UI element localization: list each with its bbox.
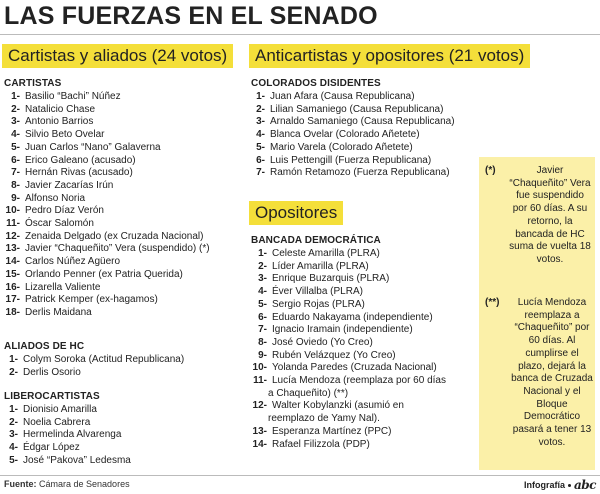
list-item: 12- Zenaida Delgado (ex Cruzada Nacional) — [5, 230, 204, 242]
list-item: 5- José “Pakova” Ledesma — [9, 454, 131, 466]
list-item: 14- Carlos Núñez Agüero — [5, 256, 121, 268]
colorados-list — [251, 91, 455, 180]
list-item: 9- Alfonso Noria — [11, 192, 86, 204]
credit-label: Infografía — [524, 480, 566, 490]
list-item: 3- Antonio Barrios — [11, 116, 94, 128]
abc-logo: abc — [574, 478, 596, 492]
list-item: 5- Juan Carlos “Nano” Galaverna — [11, 141, 161, 153]
list-item: 4- Édgar López — [9, 442, 80, 454]
note-mark: (**) — [485, 297, 500, 308]
list-item: 4- Silvio Beto Ovelar — [11, 129, 105, 141]
list-item: 12- Walter Kobylanzki (asumió en reemplazo de Yamy Nal). — [252, 400, 404, 425]
list-item: 8- Javier Zacarías Irún — [11, 179, 114, 191]
list-item: 2- Lilian Samaniego (Causa Republicana) — [256, 103, 444, 115]
list-item: 7- Ramón Retamozo (Fuerza Republicana) — [256, 167, 450, 179]
credit — [524, 478, 596, 492]
note-text: Javier “Chaqueñito” Vera fue suspendido por 60 días. A su retorno, la bancada de HC suma de vuelta 18 votos. — [509, 165, 591, 265]
source-label: Fuente: — [4, 479, 37, 489]
list-item: 16- Lizarella Valiente — [5, 281, 101, 293]
list-item: 5- Sergio Rojas (PLRA) — [258, 298, 365, 310]
list-item: 5- Mario Varela (Colorado Añetete) — [256, 141, 413, 153]
list-item: 10- Yolanda Paredes (Cruzada Nacional) — [252, 362, 437, 374]
list-item: 1- Dionisio Amarilla — [9, 404, 97, 415]
list-item: 17- Patrick Kemper (ex-hagamos) — [5, 294, 158, 306]
page-title: LAS FUERZAS EN EL SENADO — [4, 2, 378, 30]
cartistas-heading: Cartistas y aliados (24 votos) — [2, 44, 233, 68]
list-item: 1- Juan Afara (Causa Republicana) — [256, 91, 415, 102]
list-item: 13- Javier “Chaqueñito” Vera (suspendido) (*) — [5, 243, 210, 255]
list-item: 3- Arnaldo Samaniego (Causa Republicana) — [256, 116, 455, 128]
list-item: 1- Colym Soroka (Actitud Republicana) — [9, 354, 185, 365]
anticartistas-heading: Anticartistas y opositores (21 votos) — [249, 44, 530, 68]
list-item: 1- Basilio “Bachi” Núñez — [11, 91, 121, 102]
aliados-list — [4, 354, 184, 379]
opositores-heading: Opositores — [249, 201, 343, 225]
list-item: 8- José Oviedo (Yo Creo) — [258, 336, 373, 348]
liberocartistas-list — [4, 404, 131, 468]
list-item: 4- Blanca Ovelar (Colorado Añetete) — [256, 129, 420, 141]
title-divider — [0, 34, 600, 35]
group-colorados-title: COLORADOS DISIDENTES — [251, 78, 381, 89]
list-item: 6- Erico Galeano (acusado) — [11, 154, 136, 166]
source-line — [4, 479, 130, 489]
list-item: 7- Hernán Rivas (acusado) — [11, 167, 133, 179]
list-item: 10- Pedro Díaz Verón — [5, 205, 104, 217]
notes-box — [479, 157, 595, 470]
list-item: 1- Celeste Amarilla (PLRA) — [258, 248, 380, 259]
note-mark: (*) — [485, 165, 496, 176]
list-item: 2- Natalicio Chase — [11, 103, 96, 115]
list-item: 3- Enrique Buzarquis (PLRA) — [258, 273, 390, 285]
list-item: 9- Rubén Velázquez (Yo Creo) — [258, 349, 396, 361]
list-item: 4- Éver Villalba (PLRA) — [258, 286, 363, 298]
group-cartistas-title: CARTISTAS — [4, 78, 62, 89]
list-item: 2- Líder Amarilla (PLRA) — [258, 260, 369, 272]
list-item: 2- Noelia Cabrera — [9, 416, 91, 428]
list-item: 6- Luis Pettengill (Fuerza Republicana) — [256, 154, 432, 166]
group-liberocartistas-title: LIBEROCARTISTAS — [4, 391, 100, 402]
bancada-list — [251, 248, 466, 451]
list-item: 18- Derlis Maidana — [5, 306, 92, 318]
list-item: 3- Hermelinda Alvarenga — [9, 429, 122, 441]
group-bancada-title: BANCADA DEMOCRÁTICA — [251, 235, 381, 246]
list-item: 13- Esperanza Martínez (PPC) — [252, 425, 392, 437]
list-item: 11- Óscar Salomón — [6, 218, 94, 230]
separator-dot-icon — [568, 484, 571, 487]
cartistas-list — [4, 91, 210, 320]
note-text: Lucía Mendoza reemplaza a “Chaqueñito” por 60 días. Al cumplirse el plazo, dejará la banca de Cruzada Nacional y el Bloque Democrático pasará a tener 13 votos. — [511, 297, 593, 448]
list-item: 14- Rafael Filizzola (PDP) — [252, 438, 370, 450]
list-item: 6- Eduardo Nakayama (independiente) — [258, 311, 433, 323]
list-item: 15- Orlando Penner (ex Patria Querida) — [5, 268, 183, 280]
group-aliados-title: ALIADOS DE HC — [4, 341, 85, 352]
list-item: 11- Lucía Mendoza (reemplaza por 60 días a Chaqueñito) (**) — [253, 375, 446, 399]
list-item: 2- Derlis Osorio — [9, 366, 81, 378]
list-item: 7- Ignacio Iramain (independiente) — [258, 324, 413, 336]
source-text: Cámara de Senadores — [39, 479, 130, 489]
footer-divider — [0, 475, 600, 476]
